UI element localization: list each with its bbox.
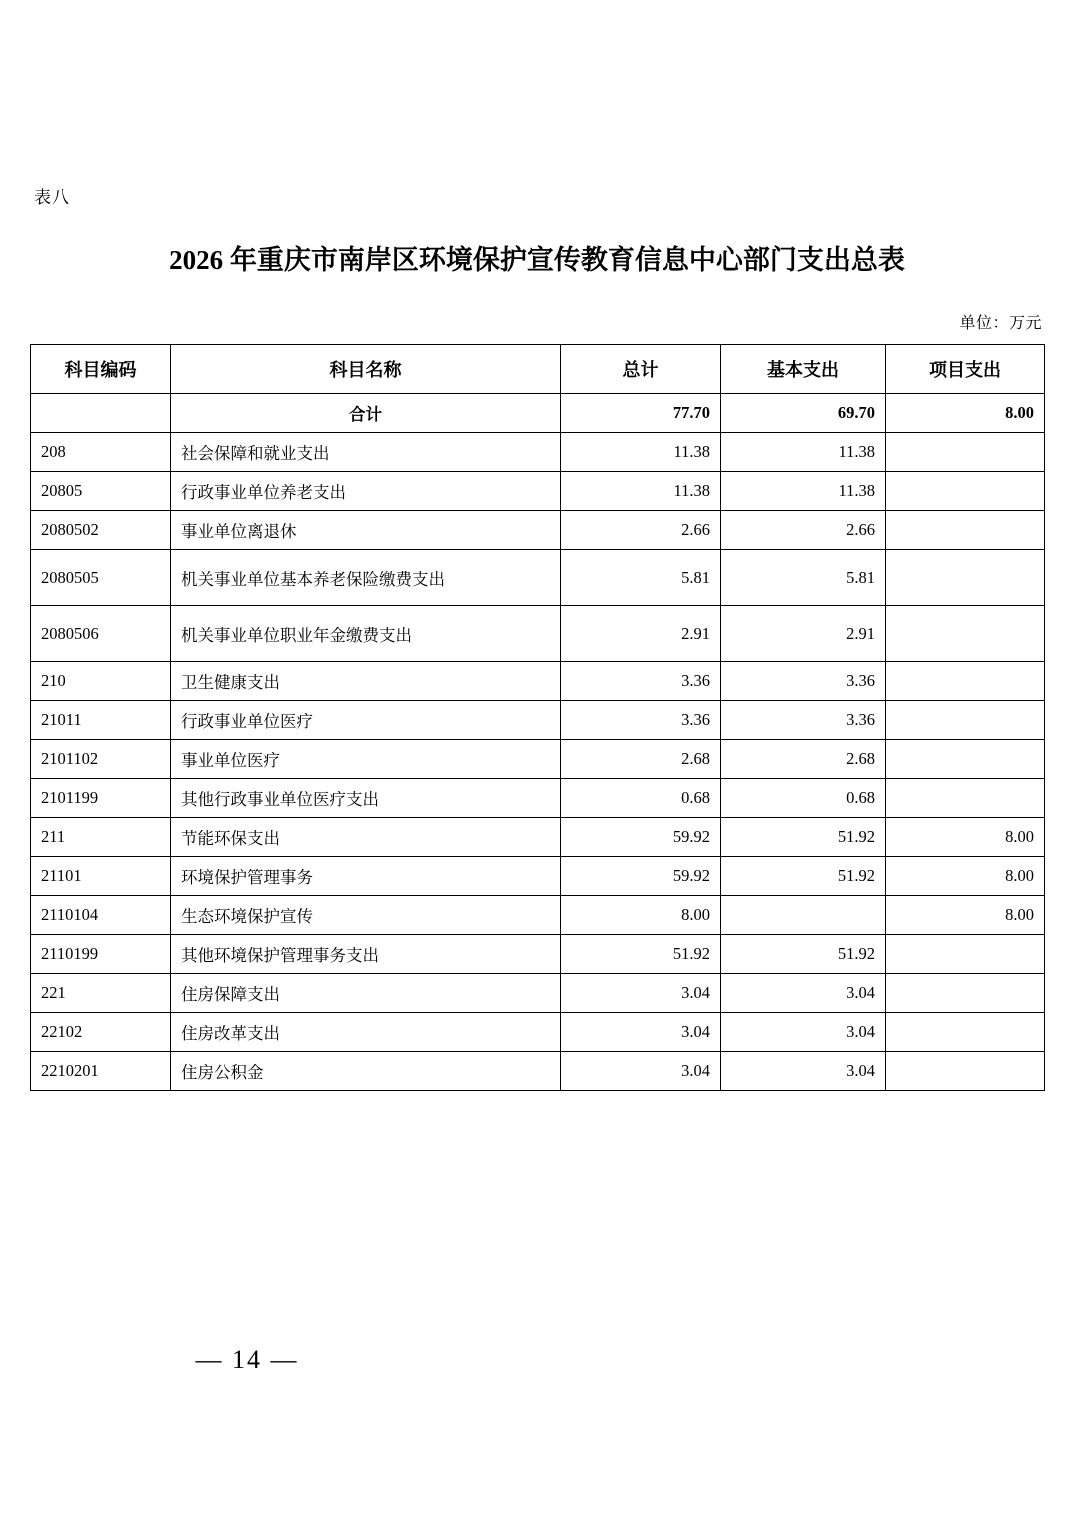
cell-basic: 69.70 <box>721 394 886 433</box>
cell-total: 3.36 <box>561 662 721 701</box>
cell-project <box>886 662 1045 701</box>
cell-name: 行政事业单位养老支出 <box>171 472 561 511</box>
cell-basic: 51.92 <box>721 857 886 896</box>
cell-total: 2.68 <box>561 740 721 779</box>
table-row <box>31 606 1045 662</box>
table-row <box>31 701 1045 740</box>
cell-name: 卫生健康支出 <box>171 662 561 701</box>
cell-code: 221 <box>31 974 171 1013</box>
table-row <box>31 662 1045 701</box>
cell-code: 2080506 <box>31 606 171 662</box>
cell-name: 机关事业单位职业年金缴费支出 <box>171 606 561 662</box>
table-header-row <box>31 345 1045 394</box>
column-header-name: 科目名称 <box>171 345 561 394</box>
cell-project: 8.00 <box>886 896 1045 935</box>
cell-basic: 11.38 <box>721 433 886 472</box>
cell-name: 事业单位医疗 <box>171 740 561 779</box>
cell-project <box>886 701 1045 740</box>
cell-name: 环境保护管理事务 <box>171 857 561 896</box>
cell-name: 其他环境保护管理事务支出 <box>171 935 561 974</box>
cell-project <box>886 740 1045 779</box>
cell-name: 住房改革支出 <box>171 1013 561 1052</box>
cell-basic: 3.04 <box>721 974 886 1013</box>
cell-basic: 51.92 <box>721 818 886 857</box>
table-row <box>31 433 1045 472</box>
table-row <box>31 472 1045 511</box>
cell-project: 8.00 <box>886 818 1045 857</box>
cell-project <box>886 511 1045 550</box>
cell-code: 2101199 <box>31 779 171 818</box>
cell-total: 51.92 <box>561 935 721 974</box>
cell-total: 11.38 <box>561 433 721 472</box>
cell-code: 21011 <box>31 701 171 740</box>
cell-total: 3.04 <box>561 1052 721 1091</box>
cell-total: 0.68 <box>561 779 721 818</box>
cell-name: 机关事业单位基本养老保险缴费支出 <box>171 550 561 606</box>
table-row <box>31 1052 1045 1091</box>
cell-name: 住房保障支出 <box>171 974 561 1013</box>
cell-name: 节能环保支出 <box>171 818 561 857</box>
budget-table <box>30 344 1045 1091</box>
table-row <box>31 550 1045 606</box>
cell-name: 合计 <box>171 394 561 433</box>
cell-project <box>886 1052 1045 1091</box>
cell-code: 2110104 <box>31 896 171 935</box>
table-row <box>31 511 1045 550</box>
sheet-label: 表八 <box>34 188 70 207</box>
cell-total: 2.91 <box>561 606 721 662</box>
cell-basic: 3.36 <box>721 662 886 701</box>
cell-total: 11.38 <box>561 472 721 511</box>
cell-total: 77.70 <box>561 394 721 433</box>
cell-project <box>886 1013 1045 1052</box>
column-header-total: 总计 <box>561 345 721 394</box>
cell-code: 210 <box>31 662 171 701</box>
cell-basic: 3.36 <box>721 701 886 740</box>
column-header-project: 项目支出 <box>886 345 1045 394</box>
table-body <box>31 394 1045 1091</box>
cell-name: 其他行政事业单位医疗支出 <box>171 779 561 818</box>
cell-code: 208 <box>31 433 171 472</box>
cell-basic: 5.81 <box>721 550 886 606</box>
column-header-basic: 基本支出 <box>721 345 886 394</box>
cell-code <box>31 394 171 433</box>
cell-basic: 0.68 <box>721 779 886 818</box>
table-row <box>31 974 1045 1013</box>
cell-code: 2080505 <box>31 550 171 606</box>
cell-project <box>886 472 1045 511</box>
table-row <box>31 896 1045 935</box>
cell-basic: 51.92 <box>721 935 886 974</box>
cell-total: 2.66 <box>561 511 721 550</box>
cell-code: 22102 <box>31 1013 171 1052</box>
table-row <box>31 779 1045 818</box>
table-row <box>31 818 1045 857</box>
cell-total: 3.04 <box>561 974 721 1013</box>
cell-basic: 2.68 <box>721 740 886 779</box>
cell-code: 21101 <box>31 857 171 896</box>
cell-name: 社会保障和就业支出 <box>171 433 561 472</box>
cell-code: 2080502 <box>31 511 171 550</box>
cell-project <box>886 779 1045 818</box>
cell-basic: 11.38 <box>721 472 886 511</box>
cell-total: 59.92 <box>561 818 721 857</box>
column-header-code: 科目编码 <box>31 345 171 394</box>
cell-total: 3.04 <box>561 1013 721 1052</box>
cell-name: 住房公积金 <box>171 1052 561 1091</box>
cell-project <box>886 550 1045 606</box>
cell-total: 5.81 <box>561 550 721 606</box>
cell-project: 8.00 <box>886 394 1045 433</box>
cell-code: 2110199 <box>31 935 171 974</box>
table-row <box>31 935 1045 974</box>
cell-total: 8.00 <box>561 896 721 935</box>
cell-code: 20805 <box>31 472 171 511</box>
page-title: 2026 年重庆市南岸区环境保护宣传教育信息中心部门支出总表 <box>169 245 905 275</box>
cell-basic: 3.04 <box>721 1052 886 1091</box>
cell-code: 2210201 <box>31 1052 171 1091</box>
cell-total: 59.92 <box>561 857 721 896</box>
cell-total: 3.36 <box>561 701 721 740</box>
cell-basic <box>721 896 886 935</box>
table-row <box>31 857 1045 896</box>
cell-basic: 2.91 <box>721 606 886 662</box>
cell-project <box>886 935 1045 974</box>
cell-code: 211 <box>31 818 171 857</box>
page-number: — 14 — <box>195 1345 299 1374</box>
cell-name: 生态环境保护宣传 <box>171 896 561 935</box>
table-row-total <box>31 394 1045 433</box>
cell-name: 行政事业单位医疗 <box>171 701 561 740</box>
cell-project: 8.00 <box>886 857 1045 896</box>
cell-project <box>886 606 1045 662</box>
cell-basic: 2.66 <box>721 511 886 550</box>
table-row <box>31 740 1045 779</box>
cell-name: 事业单位离退休 <box>171 511 561 550</box>
cell-project <box>886 974 1045 1013</box>
cell-code: 2101102 <box>31 740 171 779</box>
cell-project <box>886 433 1045 472</box>
cell-basic: 3.04 <box>721 1013 886 1052</box>
table-row <box>31 1013 1045 1052</box>
unit-note: 单位：万元 <box>959 315 1042 332</box>
